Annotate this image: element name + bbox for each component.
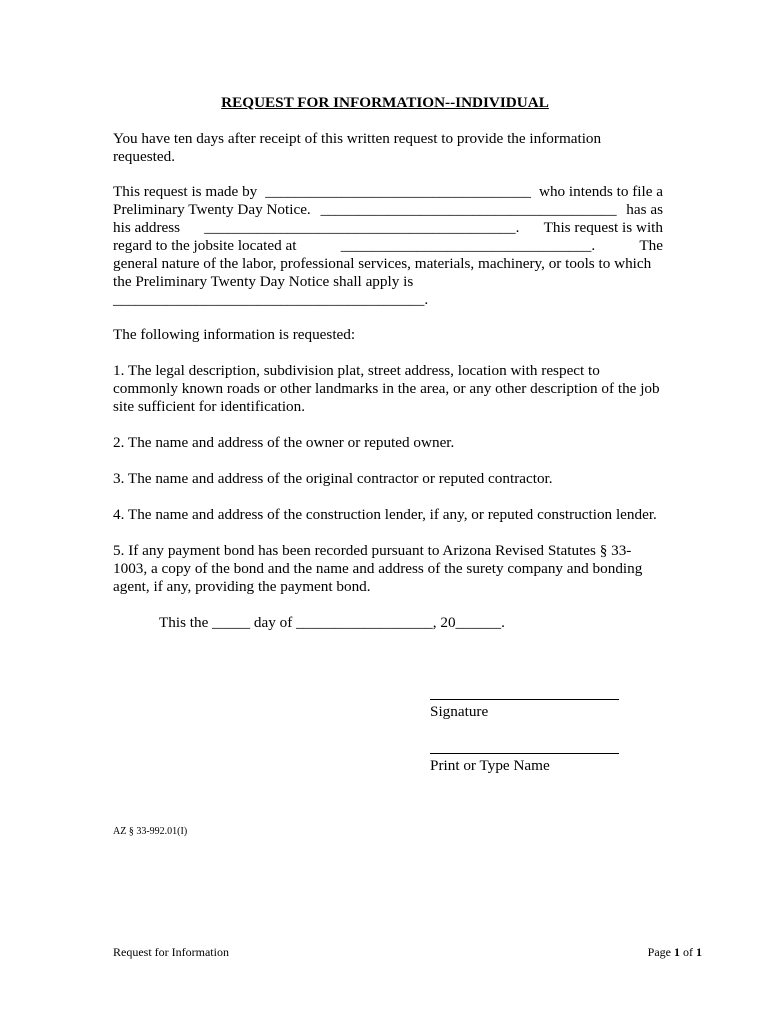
request-text: The	[639, 237, 663, 254]
request-line-4	[113, 237, 663, 255]
item-line: 1003, a copy of the bond and the name and address of the surety company and bonding	[113, 560, 643, 577]
address-blank[interactable]: _________________________________________.	[204, 219, 520, 236]
page-total: 1	[696, 945, 702, 959]
page-current: 1	[674, 945, 680, 959]
signature-line[interactable]	[430, 699, 619, 700]
intro-paragraph	[113, 130, 663, 166]
item-line: agent, if any, providing the payment bond.	[113, 578, 371, 595]
item-line: site sufficient for identification.	[113, 398, 306, 415]
footer-title: Request for Information	[113, 945, 229, 959]
requester-name-blank[interactable]: ___________________________________	[265, 183, 532, 200]
page-number	[648, 945, 702, 960]
following-heading: The following information is requested:	[113, 326, 356, 343]
claimant-blank[interactable]: _______________________________________	[320, 201, 617, 218]
signature-label: Signature	[430, 703, 489, 720]
request-line-2	[113, 201, 663, 219]
item-line: 5. If any payment bond has been recorded pursuant to Arizona Revised Statutes § 33-	[113, 542, 632, 559]
print-name-label: Print or Type Name	[430, 757, 550, 774]
page-of: of	[683, 945, 693, 959]
request-text: his address	[113, 219, 181, 236]
item-2: 2. The name and address of the owner or reputed owner.	[113, 434, 455, 451]
intro-line: You have ten days after receipt of this written request to provide the information	[113, 130, 602, 147]
page-prefix: Page	[647, 945, 671, 959]
statute-citation: AZ § 33-992.01(I)	[113, 826, 188, 837]
request-text: regard to the jobsite located at	[113, 237, 297, 254]
jobsite-blank[interactable]: _________________________________.	[340, 237, 596, 254]
request-text: This request is with	[543, 219, 663, 236]
item-line: commonly known roads or other landmarks in the area, or any other description of the job	[113, 380, 660, 397]
work-nature-blank[interactable]: _________________________________________.	[113, 291, 429, 308]
request-text: Preliminary Twenty Day Notice.	[113, 201, 311, 218]
request-text: has as	[626, 201, 663, 218]
document-title: REQUEST FOR INFORMATION--INDIVIDUAL	[221, 94, 549, 111]
request-paragraph	[113, 183, 663, 309]
date-line[interactable]: This the _____ day of __________________, 20______.	[159, 614, 505, 631]
request-text: who intends to file a	[538, 183, 663, 200]
item-4: 4. The name and address of the construction lender, if any, or reputed construction lender.	[113, 506, 657, 523]
item-line: 1. The legal description, subdivision plat, street address, location with respect to	[113, 362, 600, 379]
request-line-3	[113, 219, 663, 237]
item-1	[113, 362, 663, 416]
item-5	[113, 542, 663, 596]
item-3: 3. The name and address of the original contractor or reputed contractor.	[113, 470, 553, 487]
intro-line: requested.	[113, 148, 175, 165]
request-line-1	[113, 183, 663, 201]
request-text: This request is made by	[113, 183, 258, 200]
request-line-6: the Preliminary Twenty Day Notice shall apply is	[113, 273, 414, 290]
print-name-line[interactable]	[430, 753, 619, 754]
request-line-5: general nature of the labor, professional services, materials, machinery, or tools to which	[113, 255, 652, 272]
